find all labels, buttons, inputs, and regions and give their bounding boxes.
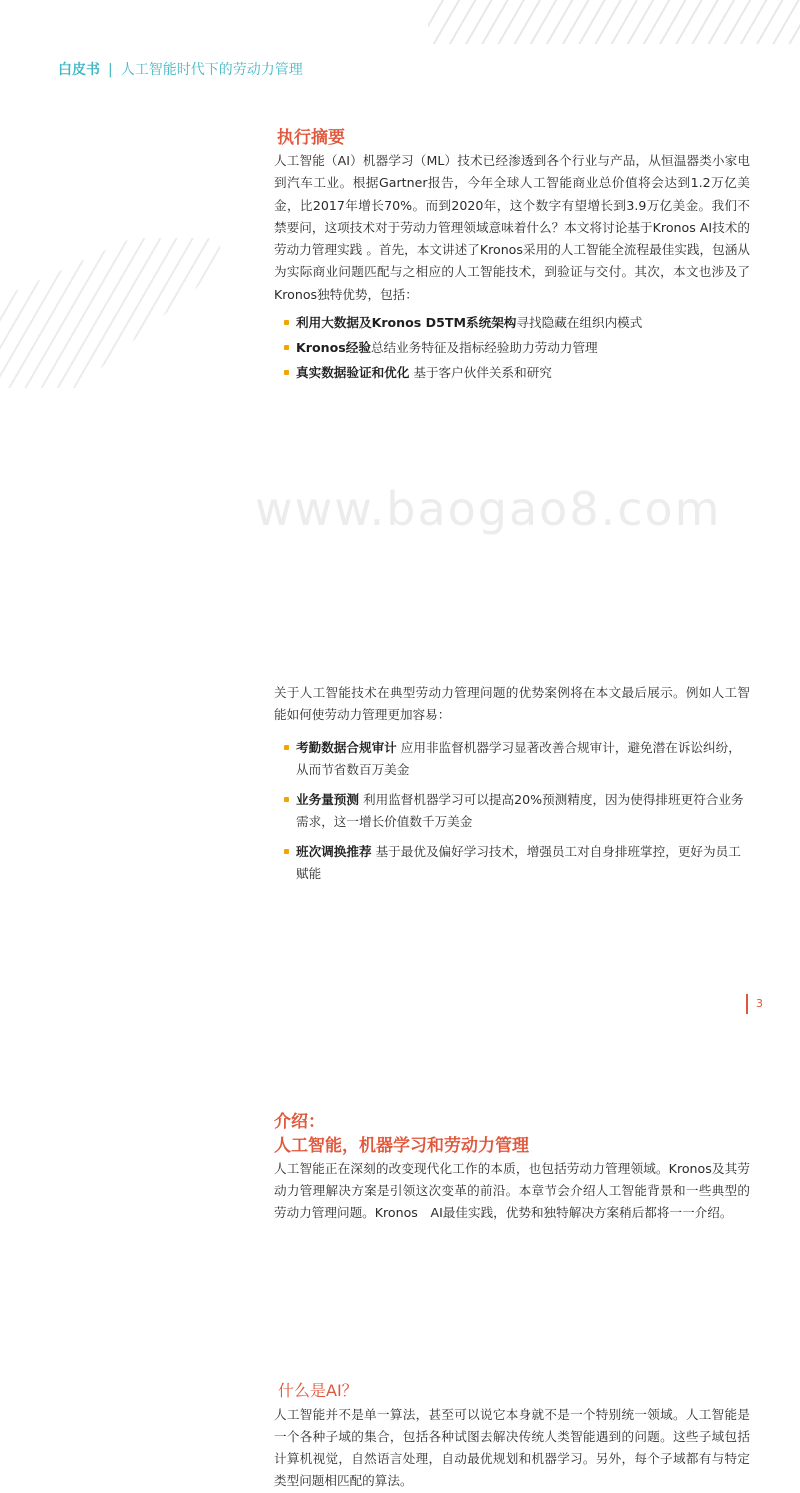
section-use-cases (274, 682, 750, 885)
bullet-bold: 班次调换推荐 (296, 843, 372, 859)
bullet-text: 基于客户伙伴关系和研究 (409, 365, 552, 381)
bullet-icon (284, 797, 289, 802)
bullet-bold: 考勤数据合规审计 (296, 739, 397, 755)
intro-body: 人工智能正在深刻的改变现代化工作的本质，也包括劳动力管理领域。Kronos及其劳动力管理解决方案是引领这次变革的前沿。本章节会介绍人工智能背景和一些典型的劳动力管理问题。Kronos AI最佳实践，优势和独特解决方案稍后都将一一介绍。 (274, 1160, 750, 1221)
section-title-intro-subtitle: 人工智能，机器学习和劳动力管理 (274, 1135, 529, 1156)
decorative-hatch-top (428, 0, 800, 44)
bullet-icon (284, 320, 289, 325)
bullet-text: 利用监督机器学习可以提高20%预测精度，因为使得排班更符合业务需求，这一增长价值数千万美金 (296, 791, 744, 829)
running-header (58, 59, 303, 79)
decorative-hatch-left (0, 238, 220, 388)
section-executive-summary (274, 126, 750, 384)
bullet-bold: 利用大数据及Kronos D5TM系统架构 (296, 315, 517, 331)
section-title-intro: 介绍： (274, 1111, 325, 1132)
bullet-text: 基于最优及偏好学习技术，增强员工对自身排班掌控，更好为员工赋能 (296, 843, 741, 881)
bullet-text: 总结业务特征及指标经验助力劳动力管理 (370, 340, 598, 356)
header-brand: 白皮书 (58, 62, 100, 78)
section-introduction (274, 1110, 750, 1225)
list-item (274, 737, 750, 781)
list-item (274, 362, 750, 384)
list-item (274, 789, 750, 833)
bullet-icon (284, 745, 289, 750)
bullet-icon (284, 370, 289, 375)
advantages-list (274, 312, 750, 384)
bullet-bold: Kronos经验 (296, 340, 371, 356)
section-title-executive-summary: 执行摘要 (277, 128, 345, 148)
use-cases-intro: 关于人工智能技术在典型劳动力管理问题的优势案例将在本文最后展示。例如人工智能如何使劳动力管理更加容易： (274, 685, 750, 723)
watermark: www.baogao8.com (255, 482, 722, 536)
section-what-is-ai (274, 1380, 750, 1493)
header-separator: | (108, 62, 113, 78)
bullet-text: 应用非监督机器学习显著改善合规审计，避免潜在诉讼纠纷，从而节省数百万美金 (296, 739, 741, 777)
page-number: 3 (746, 994, 763, 1014)
header-subtitle: 人工智能时代下的劳动力管理 (120, 62, 303, 78)
list-item (274, 841, 750, 885)
use-cases-list (274, 737, 750, 885)
bullet-text: 寻找隐藏在组织内模式 (516, 315, 643, 331)
list-item (274, 312, 750, 334)
what-is-ai-body: 人工智能并不是单一算法，甚至可以说它本身就不是一个特别统一领域。人工智能是一个各种子域的集合，包括各种试图去解决传统人类智能遇到的问题。这些子域包括计算机视觉，自然语言处理，自动最优规划和机器学习。另外，每个子域都有与特定类型问题相匹配的算法。 (274, 1406, 750, 1489)
bullet-bold: 业务量预测 (296, 791, 359, 807)
bullet-icon (284, 849, 289, 854)
list-item (274, 337, 750, 359)
section-title-what-is-ai: 什么是AI？ (278, 1380, 358, 1400)
bullet-icon (284, 345, 289, 350)
bullet-bold: 真实数据验证和优化 (296, 365, 410, 381)
summary-intro: 人工智能（AI）机器学习（ML）技术已经渗透到各个行业与产品，从恒温器类小家电到汽车工业。根据Gartner报告，今年全球人工智能商业总价值将会达到1.2万亿美金，比2017年增长70%。而到2020年，这个数字有望增长到3.9万亿美金。我们不禁要问，这项技术对于劳动力管理领域意味着什么？本文将讨论基于Kronos AI技术的劳动力管理实践 。首先，本文讲述了Kronos采用的人工智能全流程最佳实践，包涵从为实际商业问题匹配与之相应的人工智能技术，到验证与交付。其次，本文也涉及了Kronos独特优势，包括： (274, 153, 750, 302)
